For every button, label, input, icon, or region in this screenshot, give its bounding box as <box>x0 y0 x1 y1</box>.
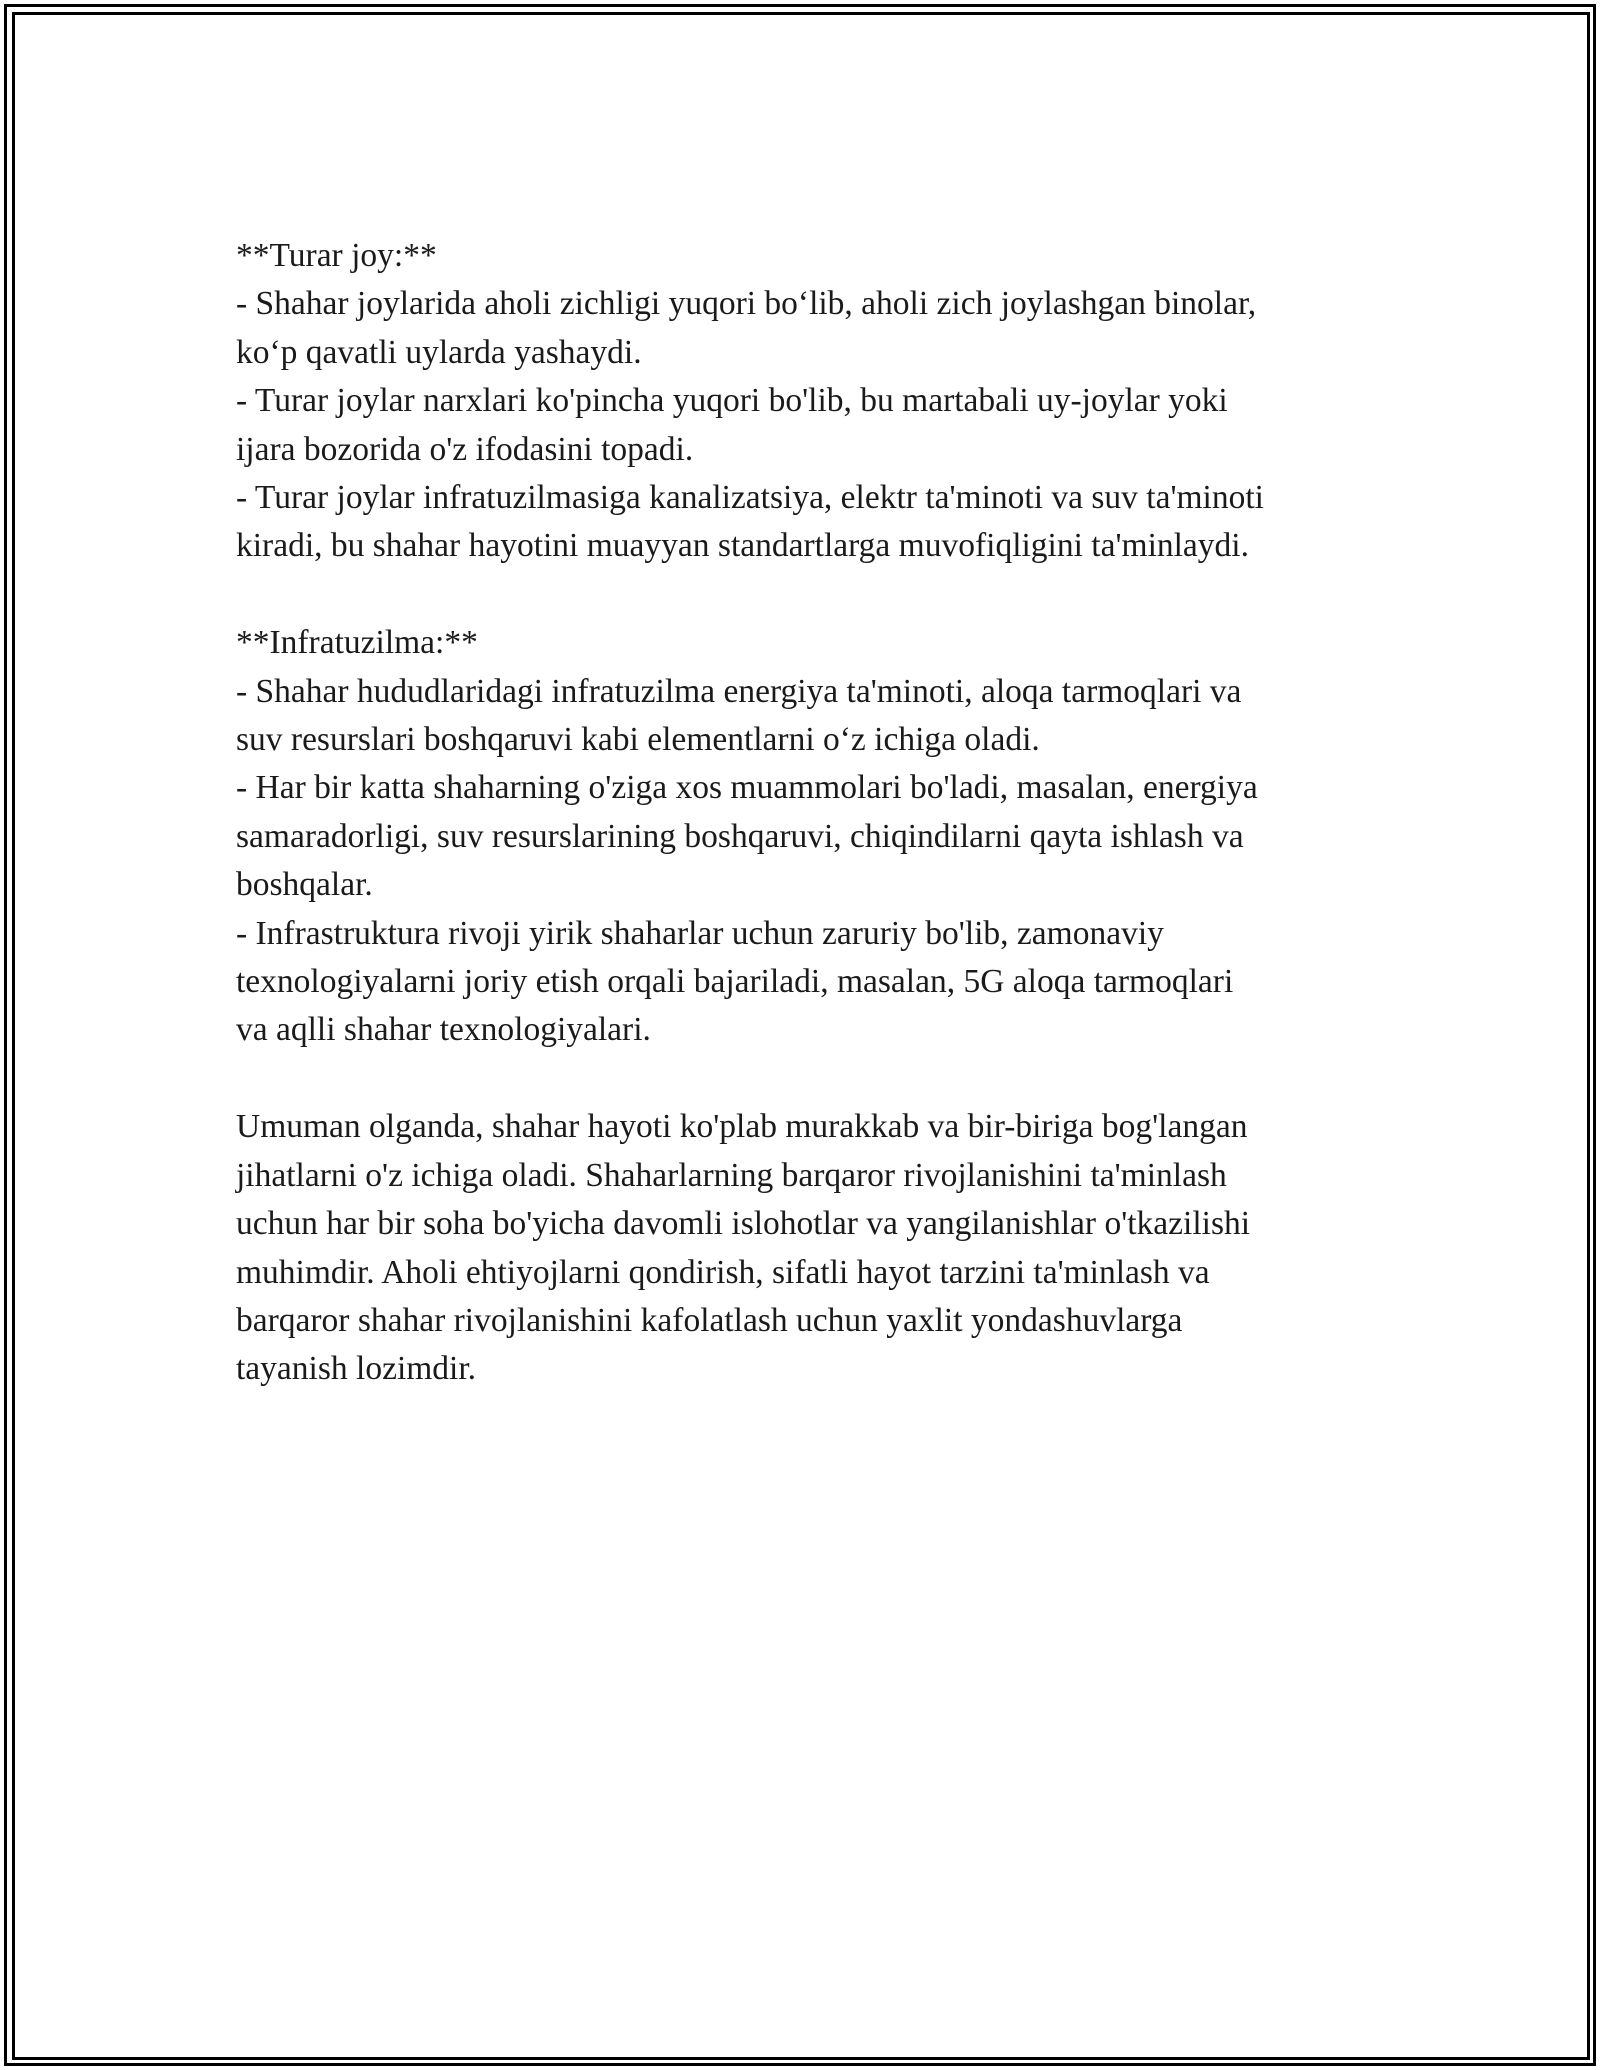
text-line: texnologiyalarni joriy etish orqali bajariladi, masalan, 5G aloqa tarmoqlari <box>236 963 1234 1001</box>
section-heading: **Turar joy:** <box>236 237 437 274</box>
text-line: va aqlli shahar texnologiyalari. <box>236 1011 651 1049</box>
text-line: - Shahar joylarida aholi zichligi yuqori bo‘lib, aholi zich joylashgan binolar, <box>236 285 1257 323</box>
text-line: - Shahar hududlaridagi infratuzilma energiya ta'minoti, aloqa tarmoqlari va <box>236 672 1242 710</box>
text-line: tayanish lozimdir. <box>236 1350 477 1388</box>
text-line: - Turar joylar narxlari ko'pincha yuqori bo'lib, bu martabali uy-joylar yoki <box>236 382 1228 420</box>
text-line: - Infrastruktura rivoji yirik shaharlar uchun zaruriy bo'lib, zamonaviy <box>236 914 1164 952</box>
text-line: uchun har bir soha bo'yicha davomli islohotlar va yangilanishlar o'tkazilishi <box>236 1205 1251 1243</box>
text-line: ko‘p qavatli uylarda yashaydi. <box>236 333 642 371</box>
document-body <box>236 232 1376 1394</box>
text-line: suv resurslari boshqaruvi kabi elementlarni o‘z ichiga oladi. <box>236 721 1040 759</box>
paragraph-gap <box>236 1055 1376 1103</box>
section-heading: **Infratuzilma:** <box>236 624 478 662</box>
text-line: samaradorligi, suv resurslarining boshqaruvi, chiqindilarni qayta ishlash va <box>236 817 1244 855</box>
section-conclusion <box>236 1103 1376 1393</box>
text-line: kiradi, bu shahar hayotini muayyan standartlarga muvofiqligini ta'minlaydi. <box>236 527 1249 565</box>
text-line: ijara bozorida o'z ifodasini topadi. <box>236 430 694 468</box>
text-line: muhimdir. Aholi ehtiyojlarni qondirish, sifatli hayot tarzini ta'minlash va <box>236 1253 1210 1291</box>
text-line: - Har bir katta shaharning o'ziga xos muammolari bo'ladi, masalan, energiya <box>236 769 1258 807</box>
section-turar-joy <box>236 232 1376 571</box>
paragraph-gap <box>236 571 1376 619</box>
section-infratuzilma <box>236 619 1376 1055</box>
text-line: - Turar joylar infratuzilmasiga kanalizatsiya, elektr ta'minoti va suv ta'minoti <box>236 479 1264 517</box>
text-line: jihatlarni o'z ichiga oladi. Shaharlarning barqaror rivojlanishini ta'minlash <box>236 1156 1227 1194</box>
text-line: barqaror shahar rivojlanishini kafolatlash uchun yaxlit yondashuvlarga <box>236 1301 1183 1339</box>
text-line: Umuman olganda, shahar hayoti ko'plab murakkab va bir-biriga bog'langan <box>236 1108 1248 1146</box>
text-line: boshqalar. <box>236 866 373 904</box>
